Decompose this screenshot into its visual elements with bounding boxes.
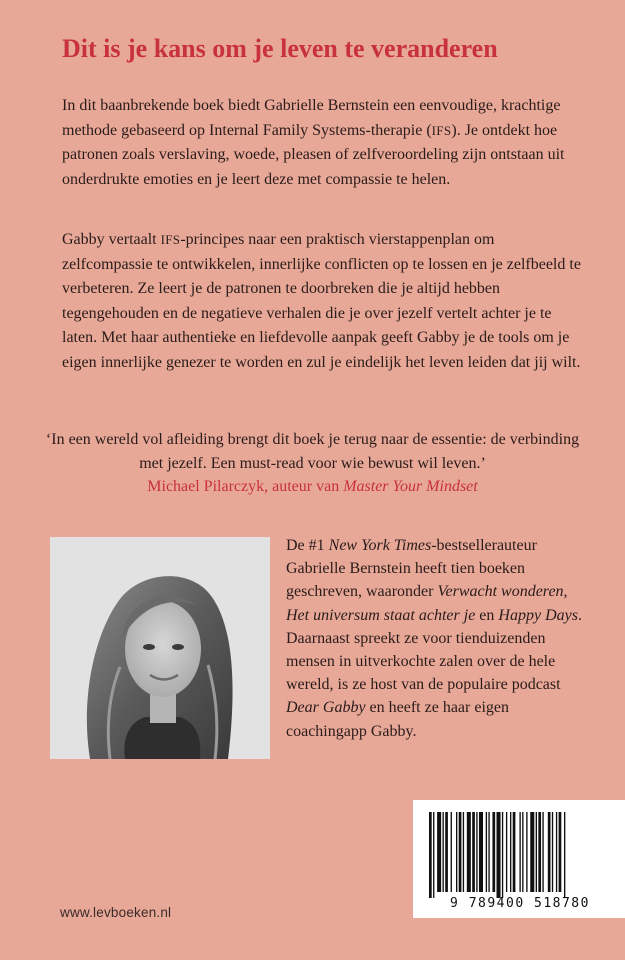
barcode-bar bbox=[443, 812, 444, 892]
quote-attribution-text: Michael Pilarczyk, auteur van bbox=[147, 478, 344, 495]
barcode-bar bbox=[497, 812, 501, 898]
barcode-bar bbox=[559, 812, 562, 892]
headline: Dit is je kans om je leven te veranderen bbox=[62, 34, 498, 63]
barcode-bar bbox=[486, 812, 487, 892]
quote-attribution bbox=[147, 478, 477, 495]
barcode-bar bbox=[536, 812, 537, 892]
body-abbr: IFS bbox=[160, 232, 181, 247]
barcode-bar bbox=[472, 812, 475, 892]
author-bio bbox=[286, 534, 586, 743]
barcode-bar bbox=[552, 812, 553, 892]
bio-text-1: De #1 bbox=[286, 537, 329, 554]
barcode-bar bbox=[492, 812, 495, 892]
author-portrait-illustration bbox=[50, 537, 270, 759]
barcode-bar bbox=[548, 812, 551, 892]
isbn-number: 9 789400 518780 bbox=[450, 896, 590, 911]
barcode-bar bbox=[451, 812, 452, 892]
barcode-bars bbox=[429, 812, 609, 898]
barcode-bar bbox=[519, 812, 520, 892]
bio-italic-1: New York Times bbox=[328, 537, 432, 554]
barcode-bar bbox=[522, 812, 523, 892]
barcode-bar bbox=[445, 812, 448, 892]
barcode-bar bbox=[506, 812, 507, 892]
barcode-bar bbox=[530, 812, 534, 892]
bio-italic-2: Verwacht wonderen bbox=[437, 583, 564, 601]
bio-italic-4: Happy Days bbox=[498, 606, 578, 624]
bio-italic-5: Dear Gabby bbox=[286, 699, 366, 717]
barcode-bar bbox=[463, 812, 464, 892]
barcode-bar bbox=[456, 812, 457, 892]
barcode-bar bbox=[510, 812, 511, 892]
barcode-bar bbox=[488, 812, 489, 892]
bio-text-3: , bbox=[563, 583, 568, 601]
bio-text-6: en heeft ze haar eigen coachingapp Gabby. bbox=[286, 699, 510, 740]
barcode-bar bbox=[556, 812, 557, 892]
barcode-bar bbox=[526, 812, 527, 892]
barcode-bar bbox=[513, 812, 516, 892]
barcode-bar bbox=[433, 812, 434, 898]
intro-paragraph bbox=[62, 94, 582, 192]
bio-text-4: en bbox=[475, 606, 499, 624]
barcode bbox=[413, 800, 625, 918]
endorsement-quote bbox=[40, 428, 585, 499]
bio-italic-3: Het universum staat achter je bbox=[286, 606, 476, 624]
body-paragraph bbox=[62, 228, 582, 375]
barcode-bar bbox=[502, 812, 503, 898]
body-text-1: Gabby vertaalt bbox=[62, 231, 161, 248]
author-photo bbox=[50, 537, 270, 759]
barcode-bar bbox=[564, 812, 565, 898]
quote-attribution-title: Master Your Mindset bbox=[343, 478, 478, 495]
barcode-bar bbox=[437, 812, 441, 892]
body-text-2: -principes naar een praktisch vierstappenplan om zelfcompassie te ontwikkelen, innerlijke conflicten op te lossen en je zelfbeeld te verbeteren. Ze leert je de patronen te doorbreken die je altijd hebben tegengehouden en de negatieve verhalen die je over jezelf vertelt achter je te laten. Met haar authentieke en liefdevolle aanpak geeft Gabby je de tools om je eigen innerlijke genezer te worden en zul je eindelijk het leven leiden dat jij wilt. bbox=[62, 231, 581, 371]
quote-text: ‘In een wereld vol afleiding brengt dit boek je terug naar de essentie: de verbinding met jezelf. Een must-read voor wie bewust wil leven.’ bbox=[45, 431, 580, 472]
intro-text-2: ). Je ontdekt hoe patronen zoals verslaving, woede, pleasen of zelfveroordeling zijn ontstaan uit onderdrukte emoties en je leert deze met compassie te helen. bbox=[62, 121, 565, 188]
bio-text-2: -bestsellerauteur Gabrielle Bernstein heeft tien boeken geschreven, waaronder bbox=[286, 537, 537, 601]
barcode-bar bbox=[542, 812, 543, 892]
barcode-bar bbox=[538, 812, 541, 892]
barcode-bar bbox=[479, 812, 483, 892]
barcode-bar bbox=[476, 812, 477, 892]
publisher-website: www.levboeken.nl bbox=[60, 905, 172, 920]
barcode-bar bbox=[429, 812, 432, 898]
barcode-bar bbox=[467, 812, 471, 892]
bio-text-5: . Daarnaast spreekt ze voor tienduizenden mensen in uitverkochte zalen over de hele wereld, is ze host van de populaire podcast bbox=[286, 606, 582, 694]
intro-abbr: IFS bbox=[431, 122, 452, 138]
barcode-bar bbox=[459, 812, 462, 892]
intro-text-1: In dit baanbrekende boek biedt Gabrielle Bernstein een eenvoudige, krachtige methode gebaseerd op Internal Family Systems-therapie ( bbox=[62, 97, 561, 139]
